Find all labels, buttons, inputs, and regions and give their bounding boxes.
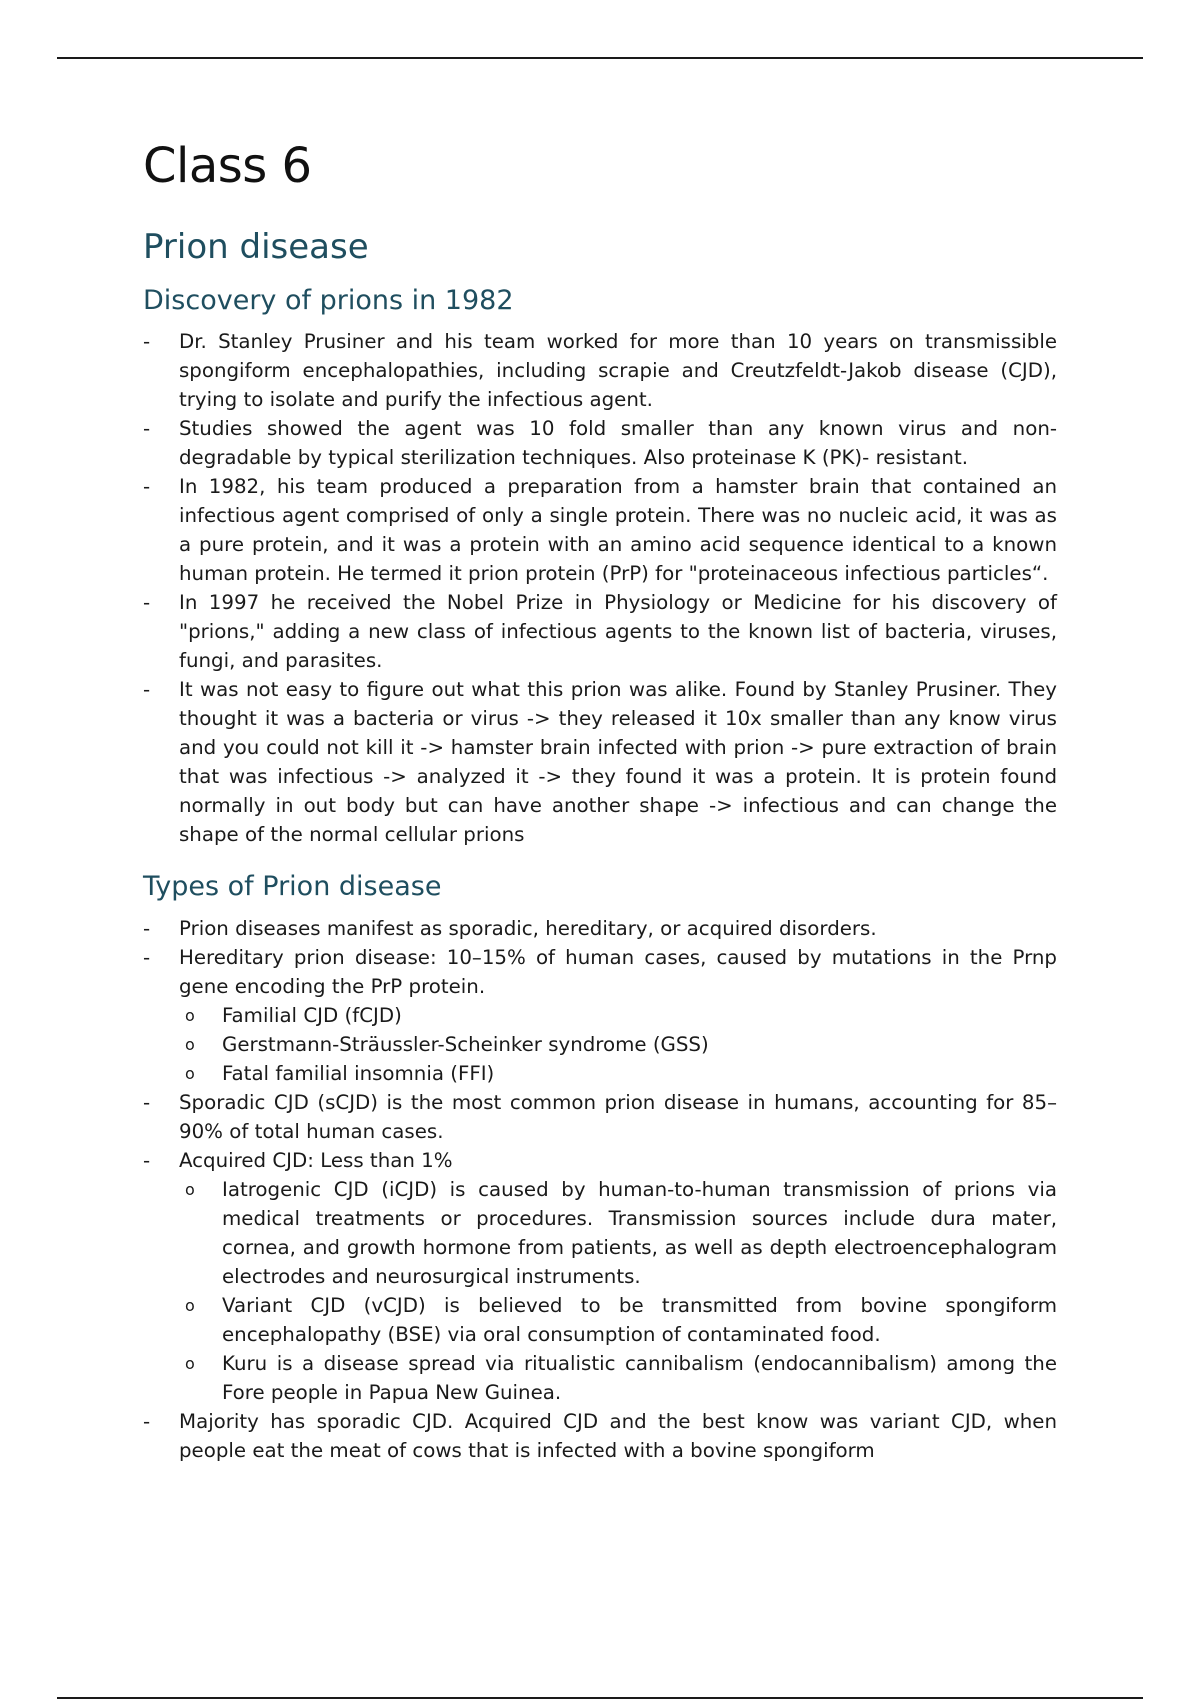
page-title: Class 6 bbox=[143, 138, 312, 194]
main-heading: Prion disease bbox=[143, 226, 369, 267]
list-item bbox=[143, 675, 1057, 849]
list-item-text: Majority has sporadic CJD. Acquired CJD and the best know was variant CJD, when people eat the meat of cows that is infected with a bovine spongiform bbox=[179, 1409, 1057, 1462]
sub-list-item bbox=[179, 1001, 1057, 1030]
dash-bullet: - bbox=[143, 417, 151, 441]
sub-list-item bbox=[179, 1291, 1057, 1349]
list-item-text: In 1997 he received the Nobel Prize in Physiology or Medicine for his discovery of "prions," adding a new class of infectious agents to the known list of bacteria, viruses, fungi, and parasites. bbox=[179, 591, 1057, 673]
list-item-text: In 1982, his team produced a preparation from a hamster brain that contained an infectious agent comprised of only a single protein. There was no nucleic acid, it was as a pure protein, and it was a protein with an amino acid sequence identical to a known human protein. He termed it prion protein (PrP) for "proteinaceous infectious particles“. bbox=[179, 475, 1057, 586]
list-item bbox=[143, 414, 1057, 472]
list-item-text: Sporadic CJD (sCJD) is the most common prion disease in humans, accounting for 85–90% of total human cases. bbox=[179, 1090, 1057, 1143]
hereditary-sublist bbox=[179, 1001, 1057, 1088]
list-item bbox=[143, 1407, 1057, 1465]
dash-bullet: - bbox=[143, 1409, 151, 1433]
list-item bbox=[143, 914, 1057, 943]
list-item bbox=[143, 943, 1057, 1088]
sub-list-item-text: Fatal familial insomnia (FFI) bbox=[222, 1061, 495, 1085]
top-rule bbox=[57, 57, 1143, 59]
acquired-sublist bbox=[179, 1175, 1057, 1407]
sub-list-item-text: Iatrogenic CJD (iCJD) is caused by human-to-human transmission of prions via medical treatments or procedures. Transmission sources include dura mater, cornea, and growth hormone from patients, as well as depth electroencephalogram electrodes and neurosurgical instruments. bbox=[222, 1177, 1057, 1288]
sub-list-item-text: Variant CJD (vCJD) is believed to be transmitted from bovine spongiform encephalopathy (BSE) via oral consumption of contaminated food. bbox=[222, 1293, 1057, 1346]
section-heading-discovery: Discovery of prions in 1982 bbox=[143, 284, 514, 316]
sub-list-item-text: Gerstmann-Sträussler-Scheinker syndrome (GSS) bbox=[222, 1032, 709, 1056]
list-item-text: Acquired CJD: Less than 1% bbox=[179, 1148, 453, 1172]
list-item-text: Hereditary prion disease: 10–15% of human cases, caused by mutations in the Prnp gene encoding the PrP protein. bbox=[179, 945, 1057, 998]
list-item-text: Dr. Stanley Prusiner and his team worked for more than 10 years on transmissible spongiform encephalopathies, including scrapie and Creutzfeldt-Jakob disease (CJD), trying to isolate and purify the infectious agent. bbox=[179, 330, 1057, 412]
bottom-rule bbox=[57, 1697, 1143, 1699]
list-item bbox=[143, 1088, 1057, 1146]
dash-bullet: - bbox=[143, 678, 151, 702]
dash-bullet: - bbox=[143, 591, 151, 615]
types-list bbox=[143, 914, 1057, 1465]
dash-bullet: - bbox=[143, 330, 151, 354]
section-heading-types: Types of Prion disease bbox=[143, 871, 442, 903]
sub-list-item bbox=[179, 1059, 1057, 1088]
list-item bbox=[143, 472, 1057, 588]
sub-list-item bbox=[179, 1175, 1057, 1291]
circle-bullet: o bbox=[185, 1005, 195, 1025]
discovery-list bbox=[143, 327, 1057, 849]
sub-list-item bbox=[179, 1349, 1057, 1407]
circle-bullet: o bbox=[185, 1063, 195, 1083]
dash-bullet: - bbox=[143, 1148, 151, 1172]
circle-bullet: o bbox=[185, 1034, 195, 1054]
list-item-text: Prion diseases manifest as sporadic, hereditary, or acquired disorders. bbox=[179, 916, 877, 940]
dash-bullet: - bbox=[143, 916, 151, 940]
dash-bullet: - bbox=[143, 475, 151, 499]
sub-list-item bbox=[179, 1030, 1057, 1059]
sub-list-item-text: Kuru is a disease spread via ritualistic cannibalism (endocannibalism) among the Fore people in Papua New Guinea. bbox=[222, 1351, 1057, 1404]
list-item bbox=[143, 588, 1057, 675]
circle-bullet: o bbox=[185, 1295, 195, 1315]
list-item-text: Studies showed the agent was 10 fold smaller than any known virus and non-degradable by typical sterilization techniques. Also proteinase K (PK)- resistant. bbox=[179, 417, 1057, 470]
dash-bullet: - bbox=[143, 1090, 151, 1114]
sub-list-item-text: Familial CJD (fCJD) bbox=[222, 1003, 402, 1027]
list-item-text: It was not easy to figure out what this prion was alike. Found by Stanley Prusiner. They thought it was a bacteria or virus -> they released it 10x smaller than any know virus and you could not kill it -> hamster brain infected with prion -> pure extraction of brain that was infectious -> analyzed it -> they found it was a protein. It is protein found normally in out body but can have another shape -> infectious and can change the shape of the normal cellular prions bbox=[179, 678, 1057, 847]
dash-bullet: - bbox=[143, 945, 151, 969]
document-body bbox=[143, 140, 1057, 1465]
circle-bullet: o bbox=[185, 1179, 195, 1199]
list-item bbox=[143, 1146, 1057, 1407]
circle-bullet: o bbox=[185, 1353, 195, 1373]
list-item bbox=[143, 327, 1057, 414]
